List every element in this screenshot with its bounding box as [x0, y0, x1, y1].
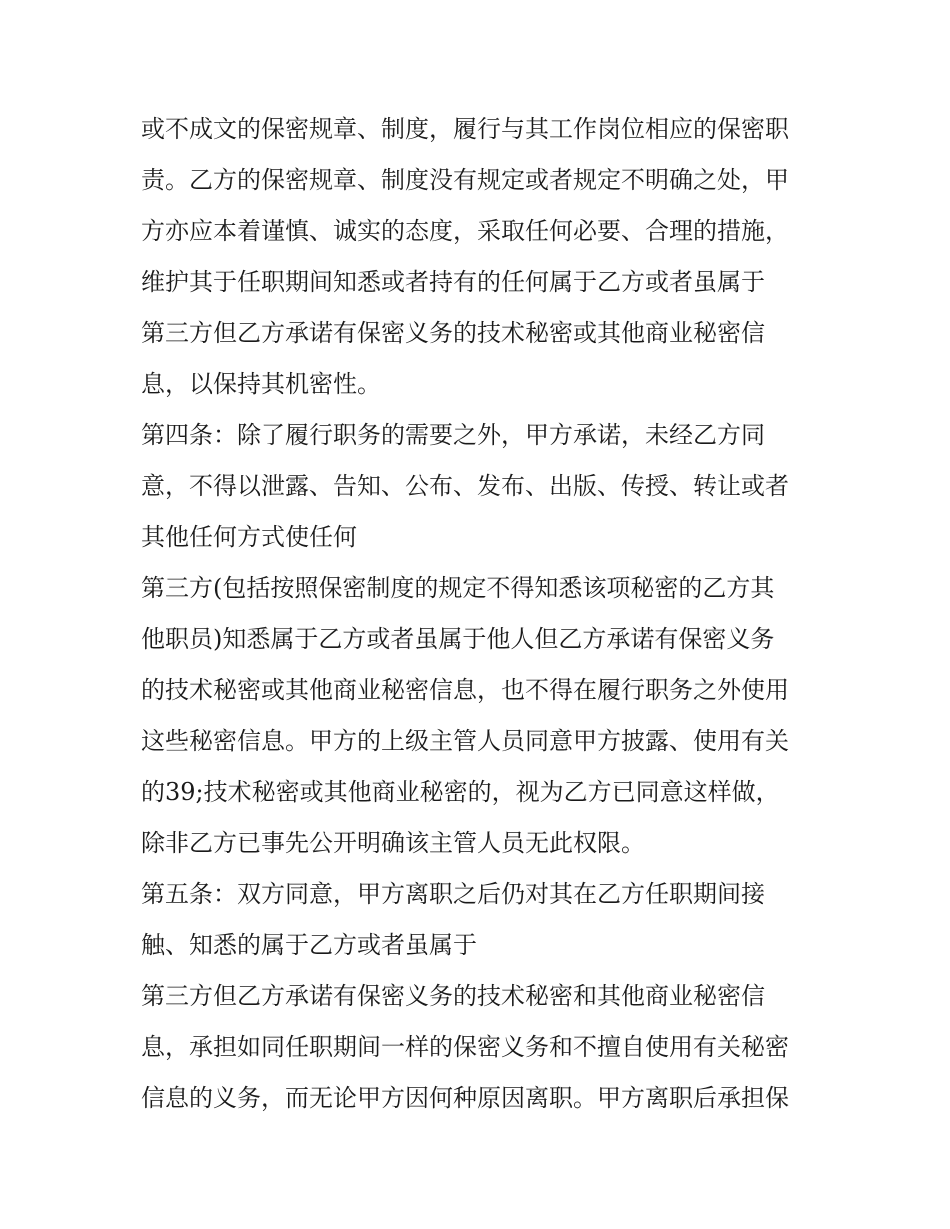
text-line: 的39;技术秘密或其他商业秘密的，视为乙方已同意这样做，	[141, 778, 780, 806]
text-line: 第三方(包括按照保密制度的规定不得知悉该项秘密的乙方其	[141, 574, 775, 602]
text-line: 维护其于任职期间知悉或者持有的任何属于乙方或者虽属于	[141, 268, 765, 296]
text-line: 触、知悉的属于乙方或者虽属于	[141, 931, 477, 959]
article-5-line: 第五条：双方同意，甲方离职之后仍对其在乙方任职期间接	[141, 880, 765, 908]
text-line: 责。乙方的保密规章、制度没有规定或者规定不明确之处，甲	[141, 166, 789, 194]
text-line: 方亦应本着谨慎、诚实的态度，采取任何必要、合理的措施，	[141, 217, 789, 245]
article-4-line: 第四条：除了履行职务的需要之外，甲方承诺，未经乙方同	[141, 421, 765, 449]
text-line: 意，不得以泄露、告知、公布、发布、出版、传授、转让或者	[141, 472, 789, 500]
text-line: 他职员)知悉属于乙方或者虽属于他人但乙方承诺有保密义务	[141, 625, 775, 653]
text-line: 除非乙方已事先公开明确该主管人员无此权限。	[141, 829, 645, 857]
text-line: 第三方但乙方承诺有保密义务的技术秘密和其他商业秘密信	[141, 982, 765, 1010]
text-line: 这些秘密信息。甲方的上级主管人员同意甲方披露、使用有关	[141, 727, 789, 755]
text-line: 信息的义务，而无论甲方因何种原因离职。甲方离职后承担保	[141, 1084, 789, 1112]
text-line: 或不成文的保密规章、制度，履行与其工作岗位相应的保密职	[141, 115, 789, 143]
text-line: 息，以保持其机密性。	[141, 370, 381, 398]
document-body	[141, 104, 821, 1124]
text-line: 其他任何方式使任何	[141, 523, 357, 551]
text-line: 的技术秘密或其他商业秘密信息，也不得在履行职务之外使用	[141, 676, 789, 704]
text-line: 第三方但乙方承诺有保密义务的技术秘密或其他商业秘密信	[141, 319, 765, 347]
text-line: 息，承担如同任职期间一样的保密义务和不擅自使用有关秘密	[141, 1033, 789, 1061]
